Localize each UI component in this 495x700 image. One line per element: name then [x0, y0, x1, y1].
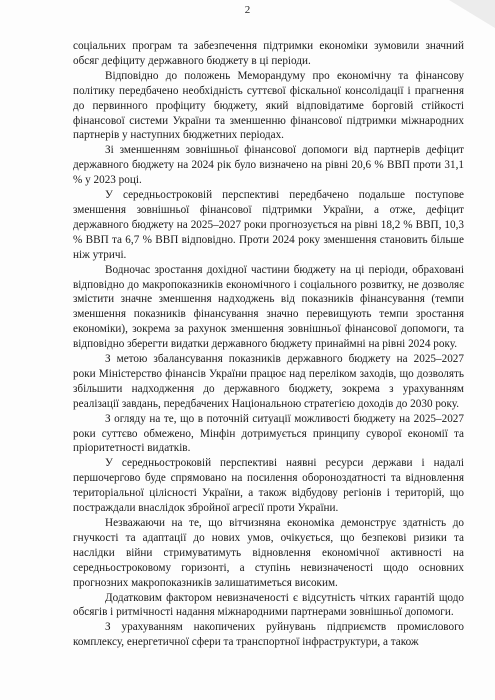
paragraph-damage: З урахуванням накопичених руйнувань підприємств промислового комплексу, енергетичної сфери та транспортної інфраструктури, а також: [73, 621, 464, 649]
document-body: [73, 39, 464, 650]
paragraph-revenue-growth: Водночас зростання дохідної частини бюджету на ці періоди, обраховані відповідно до макропоказників економічного і соціального розвитку, не дозволяє змістити значне зменшення надходжень від показників фінансування (темпи зменшення показників фінансування значно перевищують темпи зростання економіки), зокрема за рахунок зменшення зовнішньої фінансової допомоги, та відповідно зберегти видатки державного бюджету принаймні на рівні 2024 року.: [73, 263, 464, 351]
paragraph-balancing-measures: З метою збалансування показників державного бюджету на 2025–2027 роки Міністерство фінансів України працює над переліком заходів, що дозволять збільшити надходження до державного бюджету, зокрема з урахуванням реалізації завдань, передбачених Національною стратегією доходів до 2030 року.: [73, 353, 464, 410]
paragraph-continuation: соціальних програм та забезпечення підтримки економіки зумовили значний обсяг дефіциту державного бюджету в ці періоди.: [73, 40, 464, 67]
paragraph-economic-risks: Незважаючи на те, що вітчизняна економіка демонструє здатність до гнучкості та адаптації до нових умов, очікується, що безпекові ризики та наслідки війни стримуватимуть відновлення економічної активності на середньостроковому горизонті, а ступінь невизначеності щодо основних прогнозних макропоказників залишатиметься високим.: [73, 517, 464, 589]
paragraph-memorandum: Відповідно до положень Меморандуму про економічну та фінансову політику передбачено необхідність суттєвої фіскальної консолідації і прагнення до первинного профіциту бюджету, який відповідатиме борговій стійкості фінансової системи України та зменшенню фінансової підтримки міжнародних партнерів у наступних бюджетних періодах.: [73, 69, 464, 142]
paragraph-medium-term-deficit: У середньостроковій перспективі передбачено подальше поступове зменшення зовнішньої фінансової підтримки України, а отже, дефіцит державного бюджету на 2025–2027 роки прогнозується на рівні 18,2 % ВВП, 10,3 % ВВП та 6,7 % ВВП відповідно. Проти 2024 року зменшення становить більше ніж утричі.: [73, 189, 464, 261]
paragraph-austerity: З огляду на те, що в поточній ситуації можливості бюджету на 2025–2027 роки суттєво обмежено, Мінфін дотримується принципу суворої економії та пріоритетності видатків.: [73, 412, 464, 455]
paragraph-defense-priority: У середньостроковій перспективі наявні ресурси держави і надалі першочергово буде спрямовано на посилення обороноздатності та відновлення територіальної цілісності України, а також відбудову регіонів і територій, що постраждали внаслідок збройної агресії проти України.: [73, 457, 464, 515]
paragraph-uncertainty: Додатковим фактором невизначеності є відсутність чітких гарантій щодо обсягів і ритмічності надання міжнародними партнерами зовнішньої допомоги.: [73, 591, 464, 619]
paragraph-deficit-2024: Зі зменшенням зовнішньої фінансової допомоги від партнерів дефіцит державного бюджету на 2024 рік було визначено на рівні 20,6 % ВВП проти 31,1 % у 2023 році.: [73, 144, 464, 187]
page-number: 2: [244, 4, 251, 16]
